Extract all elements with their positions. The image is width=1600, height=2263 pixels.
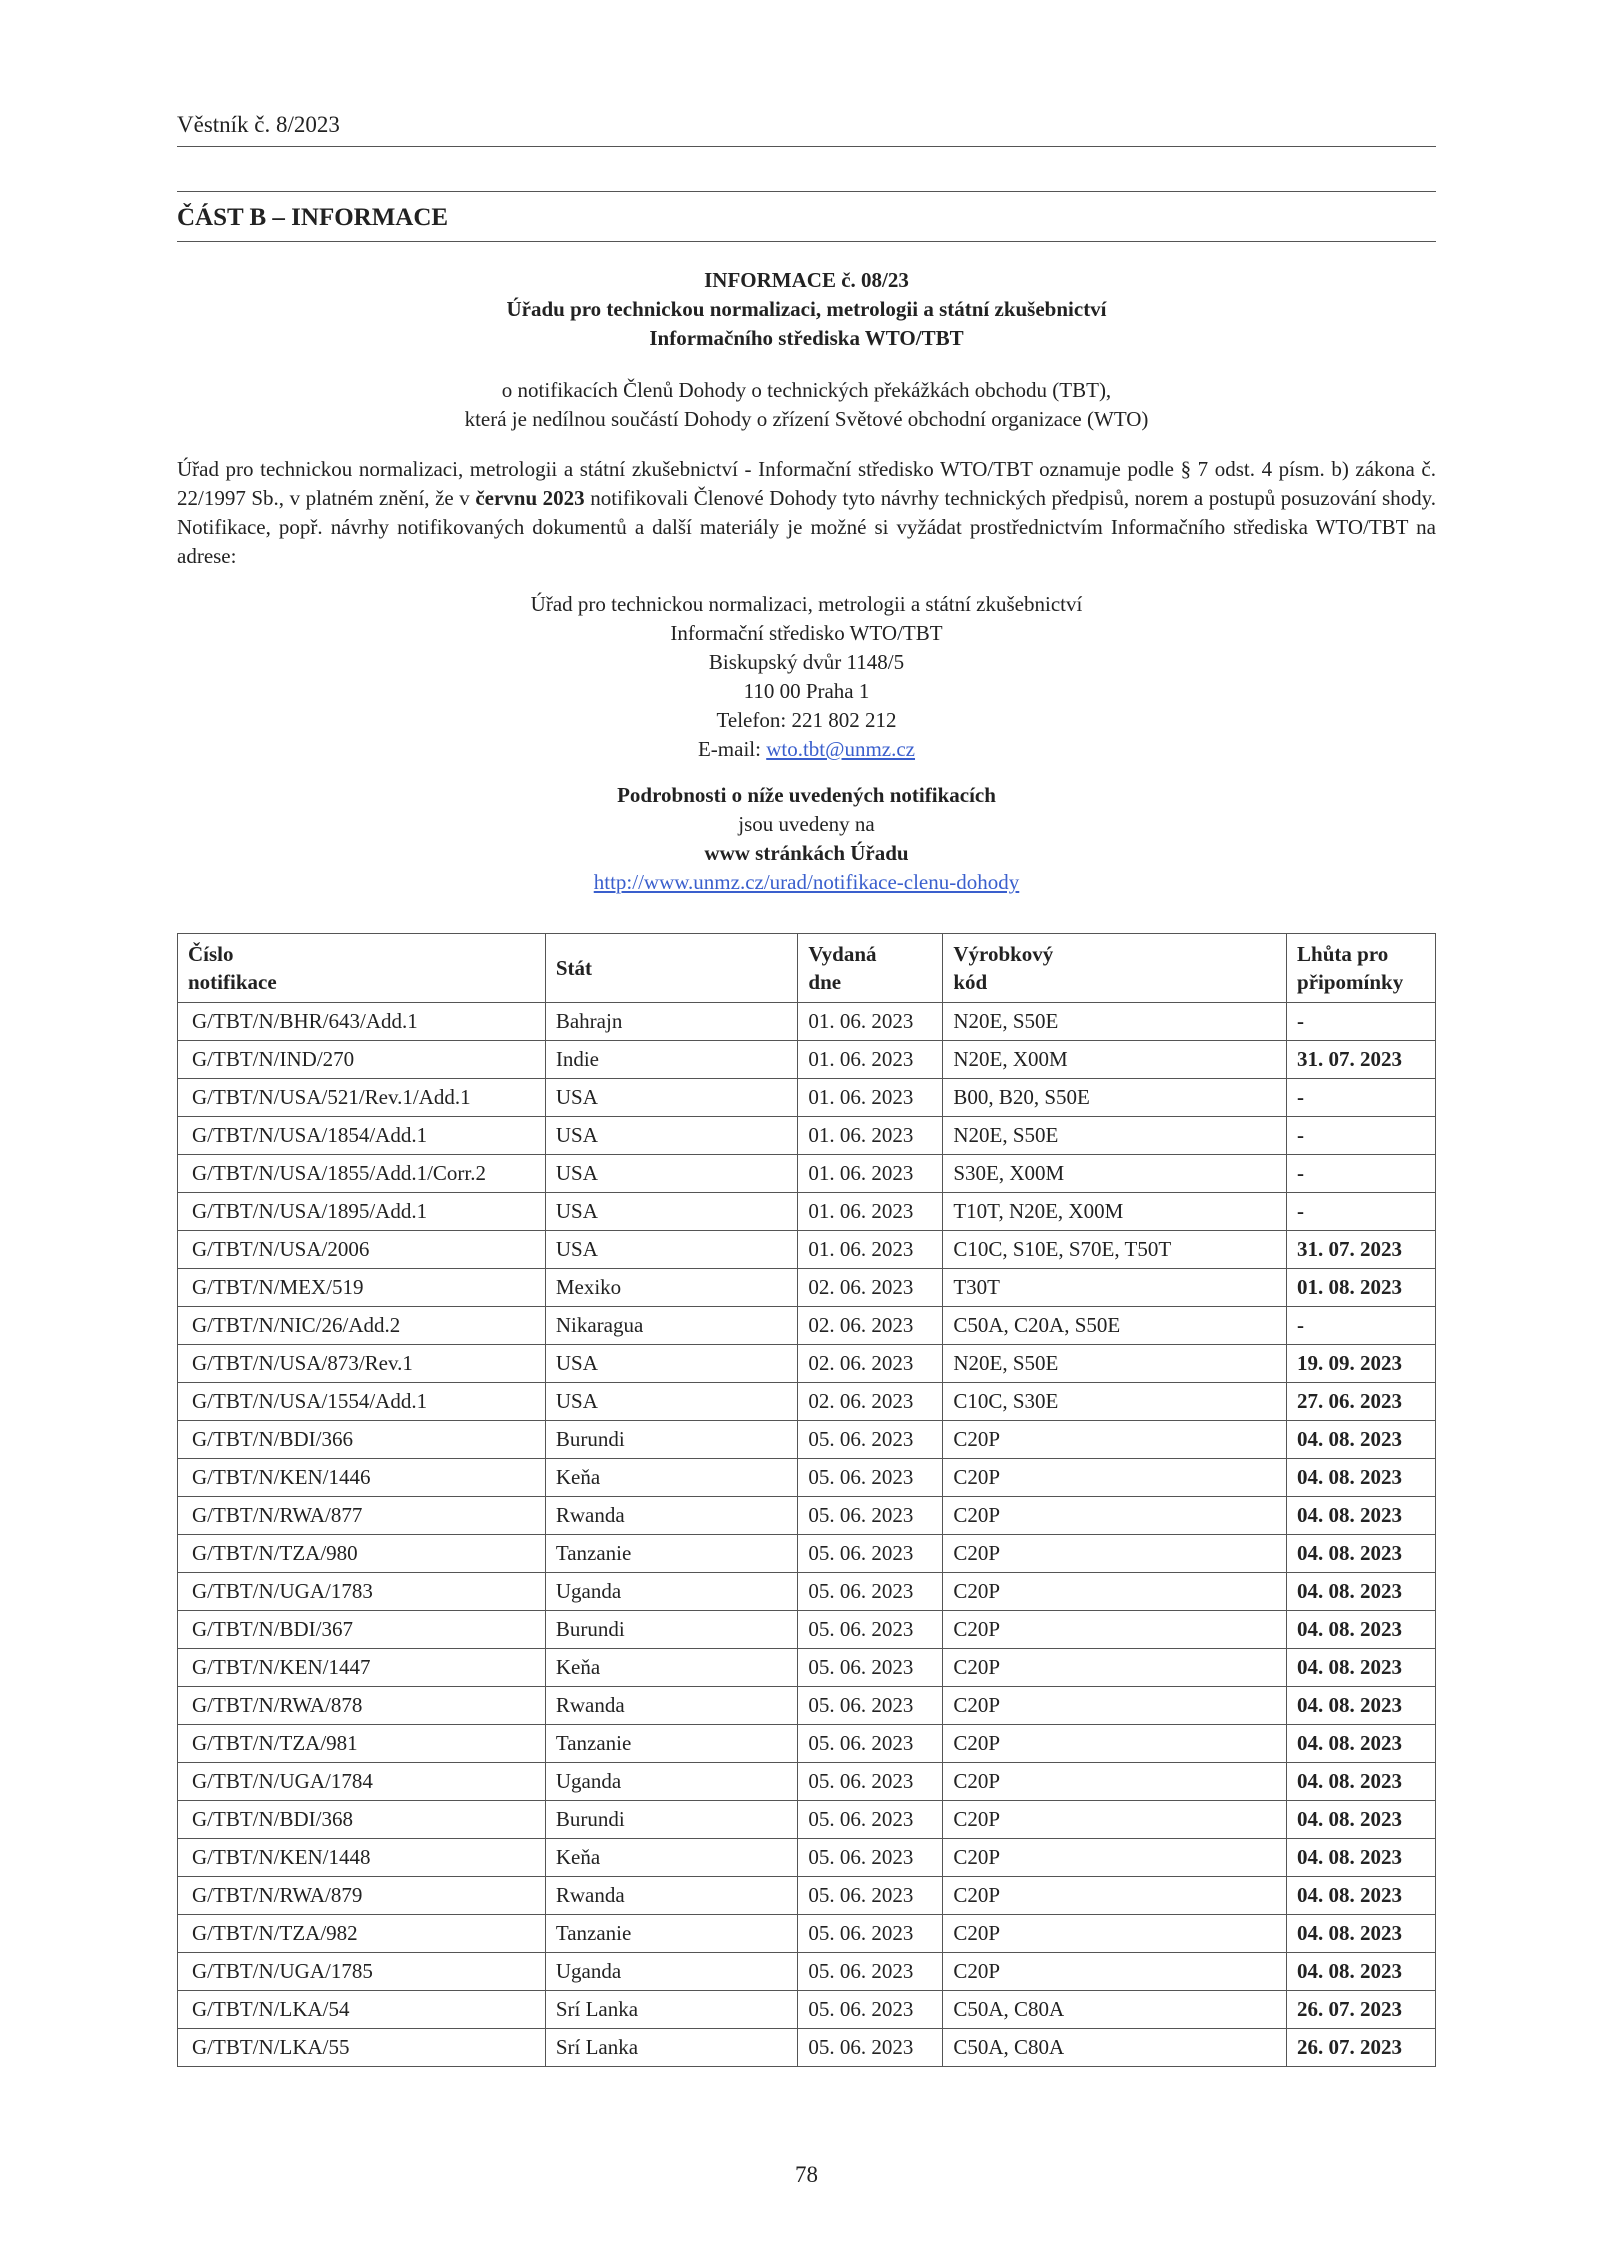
email-label: E-mail: xyxy=(697,737,767,761)
table-header-row xyxy=(178,934,1436,1003)
issued-date-cell: 01. 06. 2023 xyxy=(798,1003,943,1041)
address-line-1: Úřad pro technickou normalizaci, metrologii a státní zkušebnictví xyxy=(530,592,1083,616)
deadline-cell: 04. 08. 2023 xyxy=(1287,1915,1436,1953)
header-state: Stát xyxy=(545,934,798,1003)
section-bottom-rule xyxy=(177,241,1436,242)
state-cell: Mexiko xyxy=(545,1269,798,1307)
deadline-cell: 04. 08. 2023 xyxy=(1287,1877,1436,1915)
product-code-cell: B00, B20, S50E xyxy=(943,1079,1287,1117)
intro-paragraph xyxy=(177,455,1436,571)
section-title: ČÁST B – INFORMACE xyxy=(177,204,449,231)
deadline-cell: 04. 08. 2023 xyxy=(1287,1763,1436,1801)
table-row xyxy=(178,1611,1436,1649)
state-cell: Bahrajn xyxy=(545,1003,798,1041)
notification-number-cell: G/TBT/N/KEN/1447 xyxy=(178,1649,546,1687)
product-code-cell: C20P xyxy=(943,1535,1287,1573)
issued-date-cell: 01. 06. 2023 xyxy=(798,1117,943,1155)
issued-date-cell: 05. 06. 2023 xyxy=(798,1839,943,1877)
deadline-cell: 26. 07. 2023 xyxy=(1287,1991,1436,2029)
issued-date-cell: 01. 06. 2023 xyxy=(798,1041,943,1079)
product-code-cell: C20P xyxy=(943,1915,1287,1953)
state-cell: Uganda xyxy=(545,1953,798,1991)
state-cell: Rwanda xyxy=(545,1877,798,1915)
notification-number-cell: G/TBT/N/BDI/367 xyxy=(178,1611,546,1649)
issued-date-cell: 01. 06. 2023 xyxy=(798,1231,943,1269)
deadline-cell: 04. 08. 2023 xyxy=(1287,1497,1436,1535)
issued-date-cell: 05. 06. 2023 xyxy=(798,1915,943,1953)
product-code-cell: C20P xyxy=(943,1839,1287,1877)
state-cell: Nikaragua xyxy=(545,1307,798,1345)
table-row xyxy=(178,2029,1436,2067)
state-cell: USA xyxy=(545,1345,798,1383)
product-code-cell: C20P xyxy=(943,1687,1287,1725)
product-code-cell: T10T, N20E, X00M xyxy=(943,1193,1287,1231)
table-row xyxy=(178,1535,1436,1573)
notification-number-cell: G/TBT/N/TZA/982 xyxy=(178,1915,546,1953)
table-row xyxy=(178,1345,1436,1383)
table-row xyxy=(178,1801,1436,1839)
page-number: 78 xyxy=(795,2162,818,2187)
info-title-line-2: Úřadu pro technickou normalizaci, metrologii a státní zkušebnictví xyxy=(506,297,1107,321)
details-line-1: Podrobnosti o níže uvedených notifikacích xyxy=(617,783,996,807)
deadline-cell: - xyxy=(1287,1003,1436,1041)
address-line-2: Informační středisko WTO/TBT xyxy=(670,621,943,645)
deadline-cell: 27. 06. 2023 xyxy=(1287,1383,1436,1421)
info-subtitle xyxy=(177,376,1436,434)
product-code-cell: C20P xyxy=(943,1725,1287,1763)
notification-number-cell: G/TBT/N/RWA/878 xyxy=(178,1687,546,1725)
product-code-cell: C20P xyxy=(943,1421,1287,1459)
deadline-cell: 04. 08. 2023 xyxy=(1287,1573,1436,1611)
issued-date-cell: 01. 06. 2023 xyxy=(798,1193,943,1231)
deadline-cell: - xyxy=(1287,1079,1436,1117)
deadline-cell: 04. 08. 2023 xyxy=(1287,1953,1436,1991)
product-code-cell: C50A, C80A xyxy=(943,2029,1287,2067)
issued-date-cell: 01. 06. 2023 xyxy=(798,1079,943,1117)
header-code: Výrobkový kód xyxy=(943,934,1287,1003)
notification-number-cell: G/TBT/N/UGA/1783 xyxy=(178,1573,546,1611)
state-cell: Indie xyxy=(545,1041,798,1079)
notification-number-cell: G/TBT/N/LKA/54 xyxy=(178,1991,546,2029)
product-code-cell: C20P xyxy=(943,1649,1287,1687)
notification-number-cell: G/TBT/N/BDI/366 xyxy=(178,1421,546,1459)
table-row xyxy=(178,1269,1436,1307)
notification-number-cell: G/TBT/N/USA/1554/Add.1 xyxy=(178,1383,546,1421)
issued-date-cell: 05. 06. 2023 xyxy=(798,1763,943,1801)
table-row xyxy=(178,1915,1436,1953)
issued-date-cell: 05. 06. 2023 xyxy=(798,1535,943,1573)
deadline-cell: 04. 08. 2023 xyxy=(1287,1649,1436,1687)
deadline-cell: 04. 08. 2023 xyxy=(1287,1611,1436,1649)
table-row xyxy=(178,1687,1436,1725)
info-title-line-3: Informačního střediska WTO/TBT xyxy=(649,326,964,350)
table-body xyxy=(178,1003,1436,2067)
issued-date-cell: 05. 06. 2023 xyxy=(798,1801,943,1839)
notification-number-cell: G/TBT/N/KEN/1448 xyxy=(178,1839,546,1877)
notification-number-cell: G/TBT/N/UGA/1785 xyxy=(178,1953,546,1991)
issued-date-cell: 05. 06. 2023 xyxy=(798,1573,943,1611)
state-cell: Burundi xyxy=(545,1421,798,1459)
table-row xyxy=(178,1193,1436,1231)
issued-date-cell: 05. 06. 2023 xyxy=(798,1953,943,1991)
product-code-cell: C20P xyxy=(943,1877,1287,1915)
product-code-cell: C20P xyxy=(943,1953,1287,1991)
issued-date-cell: 05. 06. 2023 xyxy=(798,1687,943,1725)
state-cell: Tanzanie xyxy=(545,1535,798,1573)
issued-date-cell: 02. 06. 2023 xyxy=(798,1269,943,1307)
table-row xyxy=(178,1117,1436,1155)
product-code-cell: C20P xyxy=(943,1573,1287,1611)
table-row xyxy=(178,1649,1436,1687)
state-cell: Tanzanie xyxy=(545,1915,798,1953)
deadline-cell: 04. 08. 2023 xyxy=(1287,1535,1436,1573)
deadline-cell: 04. 08. 2023 xyxy=(1287,1687,1436,1725)
notification-number-cell: G/TBT/N/BDI/368 xyxy=(178,1801,546,1839)
notification-number-cell: G/TBT/N/UGA/1784 xyxy=(178,1763,546,1801)
issued-date-cell: 01. 06. 2023 xyxy=(798,1155,943,1193)
state-cell: USA xyxy=(545,1193,798,1231)
notification-number-cell: G/TBT/N/NIC/26/Add.2 xyxy=(178,1307,546,1345)
issued-date-cell: 05. 06. 2023 xyxy=(798,1991,943,2029)
email-link[interactable]: wto.tbt@unmz.cz xyxy=(766,737,916,761)
product-code-cell: C20P xyxy=(943,1763,1287,1801)
deadline-cell: 26. 07. 2023 xyxy=(1287,2029,1436,2067)
section-top-rule xyxy=(177,191,1436,192)
table-row xyxy=(178,1231,1436,1269)
details-block xyxy=(177,781,1436,897)
deadline-cell: 04. 08. 2023 xyxy=(1287,1801,1436,1839)
product-code-cell: T30T xyxy=(943,1269,1287,1307)
table-row xyxy=(178,1839,1436,1877)
info-title-line-1: INFORMACE č. 08/23 xyxy=(704,268,909,292)
issued-date-cell: 05. 06. 2023 xyxy=(798,1877,943,1915)
table-row xyxy=(178,1991,1436,2029)
state-cell: Keňa xyxy=(545,1459,798,1497)
notification-number-cell: G/TBT/N/RWA/879 xyxy=(178,1877,546,1915)
issued-date-cell: 05. 06. 2023 xyxy=(798,2029,943,2067)
state-cell: Keňa xyxy=(545,1839,798,1877)
notification-number-cell: G/TBT/N/KEN/1446 xyxy=(178,1459,546,1497)
table-row xyxy=(178,1383,1436,1421)
state-cell: Burundi xyxy=(545,1801,798,1839)
notification-number-cell: G/TBT/N/USA/2006 xyxy=(178,1231,546,1269)
deadline-cell: 31. 07. 2023 xyxy=(1287,1231,1436,1269)
state-cell: USA xyxy=(545,1117,798,1155)
product-code-cell: N20E, S50E xyxy=(943,1345,1287,1383)
table-row xyxy=(178,1953,1436,1991)
deadline-cell: 19. 09. 2023 xyxy=(1287,1345,1436,1383)
info-subtitle-line-2: která je nedílnou součástí Dohody o zřízení Světové obchodní organizace (WTO) xyxy=(464,407,1149,431)
notification-number-cell: G/TBT/N/BHR/643/Add.1 xyxy=(178,1003,546,1041)
state-cell: USA xyxy=(545,1079,798,1117)
notification-number-cell: G/TBT/N/MEX/519 xyxy=(178,1269,546,1307)
table-row xyxy=(178,1041,1436,1079)
address-phone: Telefon: 221 802 212 xyxy=(716,708,897,732)
table-row xyxy=(178,1459,1436,1497)
state-cell: Tanzanie xyxy=(545,1725,798,1763)
product-code-cell: N20E, S50E xyxy=(943,1117,1287,1155)
table-row xyxy=(178,1763,1436,1801)
deadline-cell: 04. 08. 2023 xyxy=(1287,1839,1436,1877)
deadline-cell: - xyxy=(1287,1193,1436,1231)
table-row xyxy=(178,1573,1436,1611)
address-block xyxy=(177,590,1436,764)
table-row xyxy=(178,1079,1436,1117)
header-number: Číslo notifikace xyxy=(178,934,546,1003)
notification-number-cell: G/TBT/N/RWA/877 xyxy=(178,1497,546,1535)
table-row xyxy=(178,1497,1436,1535)
intro-month: červnu 2023 xyxy=(475,486,585,510)
details-line-2: jsou uvedeny na xyxy=(738,812,875,836)
address-line-3: Biskupský dvůr 1148/5 xyxy=(708,650,905,674)
issued-date-cell: 05. 06. 2023 xyxy=(798,1611,943,1649)
product-code-cell: S30E, X00M xyxy=(943,1155,1287,1193)
state-cell: Burundi xyxy=(545,1611,798,1649)
issued-date-cell: 02. 06. 2023 xyxy=(798,1307,943,1345)
deadline-cell: 04. 08. 2023 xyxy=(1287,1421,1436,1459)
state-cell: Uganda xyxy=(545,1573,798,1611)
deadline-cell: - xyxy=(1287,1155,1436,1193)
table-row xyxy=(178,1307,1436,1345)
issued-date-cell: 05. 06. 2023 xyxy=(798,1649,943,1687)
header-issued: Vydaná dne xyxy=(798,934,943,1003)
address-line-4: 110 00 Praha 1 xyxy=(743,679,870,703)
details-line-3: www stránkách Úřadu xyxy=(704,841,909,865)
notification-number-cell: G/TBT/N/LKA/55 xyxy=(178,2029,546,2067)
running-header: Věstník č. 8/2023 xyxy=(177,112,340,137)
state-cell: USA xyxy=(545,1155,798,1193)
header-deadline: Lhůta pro připomínky xyxy=(1287,934,1436,1003)
address-email-line xyxy=(177,735,1436,764)
notifications-table xyxy=(177,933,1436,2067)
product-code-cell: N20E, S50E xyxy=(943,1003,1287,1041)
deadline-cell: - xyxy=(1287,1307,1436,1345)
product-code-cell: C20P xyxy=(943,1497,1287,1535)
notification-number-cell: G/TBT/N/IND/270 xyxy=(178,1041,546,1079)
product-code-cell: N20E, X00M xyxy=(943,1041,1287,1079)
notification-number-cell: G/TBT/N/USA/1855/Add.1/Corr.2 xyxy=(178,1155,546,1193)
notification-number-cell: G/TBT/N/USA/521/Rev.1/Add.1 xyxy=(178,1079,546,1117)
product-code-cell: C20P xyxy=(943,1459,1287,1497)
deadline-cell: - xyxy=(1287,1117,1436,1155)
notification-number-cell: G/TBT/N/USA/1895/Add.1 xyxy=(178,1193,546,1231)
issued-date-cell: 05. 06. 2023 xyxy=(798,1459,943,1497)
state-cell: USA xyxy=(545,1383,798,1421)
state-cell: Rwanda xyxy=(545,1687,798,1725)
issued-date-cell: 02. 06. 2023 xyxy=(798,1345,943,1383)
info-title xyxy=(177,266,1436,353)
notification-number-cell: G/TBT/N/TZA/980 xyxy=(178,1535,546,1573)
state-cell: Uganda xyxy=(545,1763,798,1801)
product-code-cell: C10C, S30E xyxy=(943,1383,1287,1421)
table-row xyxy=(178,1003,1436,1041)
table-row xyxy=(178,1877,1436,1915)
product-code-cell: C50A, C20A, S50E xyxy=(943,1307,1287,1345)
info-subtitle-line-1: o notifikacích Členů Dohody o technických překážkách obchodu (TBT), xyxy=(501,378,1112,402)
table-row xyxy=(178,1421,1436,1459)
header-rule xyxy=(177,146,1436,147)
issued-date-cell: 05. 06. 2023 xyxy=(798,1497,943,1535)
state-cell: Srí Lanka xyxy=(545,1991,798,2029)
product-code-cell: C20P xyxy=(943,1611,1287,1649)
issued-date-cell: 02. 06. 2023 xyxy=(798,1383,943,1421)
intro-text-2: notifikovali Členové Dohody tyto návrhy technických předpisů, norem a postupů posuzování shody. Notifikace, popř. návrhy notifikovaných dokumentů a další materiály je možné si vyžádat prostřednictvím Informačního střediska WTO/TBT na adrese: xyxy=(177,486,1436,568)
issued-date-cell: 05. 06. 2023 xyxy=(798,1421,943,1459)
notification-number-cell: G/TBT/N/TZA/981 xyxy=(178,1725,546,1763)
deadline-cell: 04. 08. 2023 xyxy=(1287,1725,1436,1763)
state-cell: Keňa xyxy=(545,1649,798,1687)
deadline-cell: 01. 08. 2023 xyxy=(1287,1269,1436,1307)
table-row xyxy=(178,1725,1436,1763)
deadline-cell: 04. 08. 2023 xyxy=(1287,1459,1436,1497)
state-cell: Srí Lanka xyxy=(545,2029,798,2067)
issued-date-cell: 05. 06. 2023 xyxy=(798,1725,943,1763)
notification-number-cell: G/TBT/N/USA/873/Rev.1 xyxy=(178,1345,546,1383)
deadline-cell: 31. 07. 2023 xyxy=(1287,1041,1436,1079)
product-code-cell: C20P xyxy=(943,1801,1287,1839)
details-url-link[interactable]: http://www.unmz.cz/urad/notifikace-clenu-dohody xyxy=(593,870,1020,894)
notification-number-cell: G/TBT/N/USA/1854/Add.1 xyxy=(178,1117,546,1155)
intro-text-1: Úřad pro technickou normalizaci, metrologii a státní zkušebnictví - Informační středisko WTO/TBT oznamuje podle § 7 odst. 4 písm. b) zákona č. 22/1997 Sb., v platném znění, že v xyxy=(177,457,1436,510)
state-cell: Rwanda xyxy=(545,1497,798,1535)
product-code-cell: C50A, C80A xyxy=(943,1991,1287,2029)
state-cell: USA xyxy=(545,1231,798,1269)
product-code-cell: C10C, S10E, S70E, T50T xyxy=(943,1231,1287,1269)
table-row xyxy=(178,1155,1436,1193)
